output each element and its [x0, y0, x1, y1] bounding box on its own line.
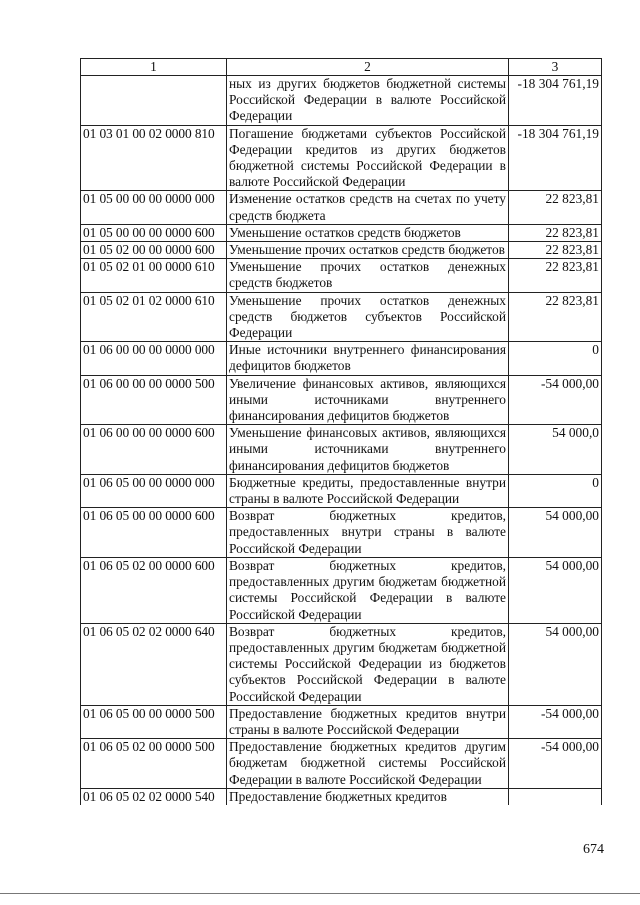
row-description: Предоставление бюджетных кредитов внутри страны в валюте Российской Федерации [227, 705, 509, 738]
row-code: 01 05 02 01 00 0000 610 [81, 259, 227, 292]
row-description: Возврат бюджетных кредитов, предоставленных другим бюджетам бюджетной системы Российской Федерации в валюте Российской Федерации [227, 557, 509, 623]
row-amount: -18 304 761,19 [509, 125, 602, 191]
table-row [81, 508, 602, 558]
row-description: Уменьшение остатков средств бюджетов [227, 224, 509, 241]
row-amount: 0 [509, 474, 602, 507]
table-row [81, 191, 602, 224]
row-code: 01 06 05 02 00 0000 500 [81, 739, 227, 789]
table-row [81, 224, 602, 241]
row-code: 01 06 05 02 02 0000 540 [81, 788, 227, 805]
row-description: Уменьшение прочих остатков средств бюджетов [227, 242, 509, 259]
row-code [81, 76, 227, 126]
row-amount: 22 823,81 [509, 259, 602, 292]
row-amount: 22 823,81 [509, 242, 602, 259]
table-body [81, 76, 602, 805]
table-row [81, 375, 602, 425]
row-amount: -54 000,00 [509, 705, 602, 738]
row-code: 01 05 00 00 00 0000 600 [81, 224, 227, 241]
row-code: 01 05 00 00 00 0000 000 [81, 191, 227, 224]
column-header-code: 1 [81, 59, 227, 76]
row-description: Предоставление бюджетных кредитов [227, 788, 509, 805]
table-row [81, 557, 602, 623]
row-code: 01 06 00 00 00 0000 500 [81, 375, 227, 425]
row-code: 01 06 00 00 00 0000 000 [81, 342, 227, 375]
table-row [81, 242, 602, 259]
footer-divider [0, 893, 640, 894]
table-row [81, 705, 602, 738]
row-description: Увеличение финансовых активов, являющихся иными источниками внутреннего финансирования дефицитов бюджетов [227, 375, 509, 425]
row-description: Изменение остатков средств на счетах по учету средств бюджета [227, 191, 509, 224]
row-amount: 22 823,81 [509, 224, 602, 241]
table-row [81, 259, 602, 292]
table-row [81, 739, 602, 789]
row-code: 01 06 05 00 00 0000 000 [81, 474, 227, 507]
row-amount: 0 [509, 342, 602, 375]
row-code: 01 06 00 00 00 0000 600 [81, 425, 227, 475]
row-code: 01 06 05 02 02 0000 640 [81, 623, 227, 705]
row-description: Уменьшение прочих остатков денежных средств бюджетов субъектов Российской Федерации [227, 292, 509, 342]
row-description: Бюджетные кредиты, предоставленные внутри страны в валюте Российской Федерации [227, 474, 509, 507]
row-amount: 54 000,00 [509, 623, 602, 705]
table-row [81, 342, 602, 375]
row-amount: 54 000,0 [509, 425, 602, 475]
row-amount: 54 000,00 [509, 557, 602, 623]
table-header-row [81, 59, 602, 76]
row-description: Предоставление бюджетных кредитов другим бюджетам бюджетной системы Российской Федерации в валюте Российской Федерации [227, 739, 509, 789]
row-description: ных из других бюджетов бюджетной системы Российской Федерации в валюте Российской Федерации [227, 76, 509, 126]
column-header-amount: 3 [509, 59, 602, 76]
row-code: 01 03 01 00 02 0000 810 [81, 125, 227, 191]
column-header-description: 2 [227, 59, 509, 76]
row-code: 01 06 05 00 00 0000 500 [81, 705, 227, 738]
row-amount [509, 788, 602, 805]
row-amount: 22 823,81 [509, 191, 602, 224]
row-code: 01 06 05 00 00 0000 600 [81, 508, 227, 558]
table-row [81, 474, 602, 507]
table-row [81, 623, 602, 705]
table-row [81, 292, 602, 342]
row-description: Возврат бюджетных кредитов, предоставленных другим бюджетам бюджетной системы Российской Федерации из бюджетов субъектов Российской Федерации в валюте Российской Федерации [227, 623, 509, 705]
row-description: Возврат бюджетных кредитов, предоставленных внутри страны в валюте Российской Федерации [227, 508, 509, 558]
table-row [81, 788, 602, 805]
row-description: Уменьшение прочих остатков денежных средств бюджетов [227, 259, 509, 292]
budget-sources-table [80, 58, 602, 805]
row-code: 01 05 02 01 02 0000 610 [81, 292, 227, 342]
row-code: 01 05 02 00 00 0000 600 [81, 242, 227, 259]
table-row [81, 125, 602, 191]
table-row [81, 425, 602, 475]
row-description: Уменьшение финансовых активов, являющихся иными источниками внутреннего финансирования дефицитов бюджетов [227, 425, 509, 475]
row-code: 01 06 05 02 00 0000 600 [81, 557, 227, 623]
page-number: 674 [583, 842, 604, 857]
row-amount: -54 000,00 [509, 375, 602, 425]
row-amount: -54 000,00 [509, 739, 602, 789]
table-row [81, 76, 602, 126]
row-description: Погашение бюджетами субъектов Российской Федерации кредитов из других бюджетов бюджетной системы Российской Федерации в валюте Российской Федерации [227, 125, 509, 191]
row-amount: 54 000,00 [509, 508, 602, 558]
row-description: Иные источники внутреннего финансирования дефицитов бюджетов [227, 342, 509, 375]
row-amount: -18 304 761,19 [509, 76, 602, 126]
row-amount: 22 823,81 [509, 292, 602, 342]
